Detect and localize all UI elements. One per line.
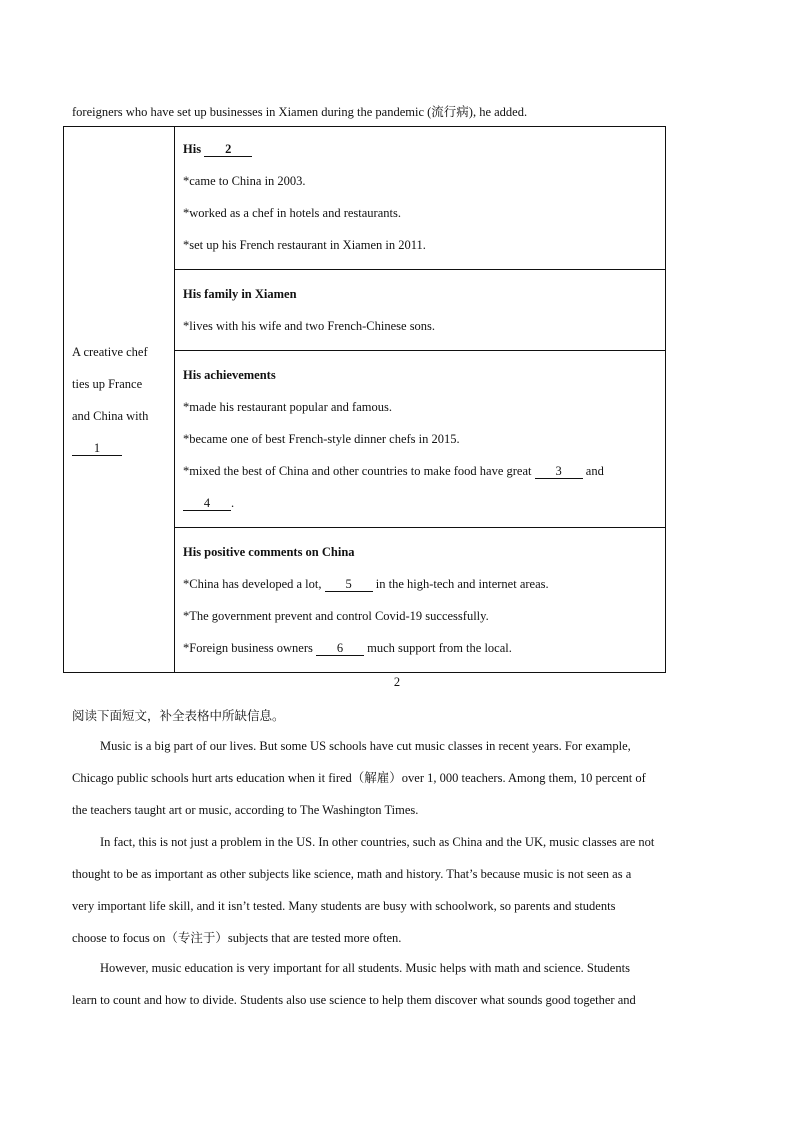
- section-family: [175, 270, 666, 351]
- left-summary-cell: [64, 127, 175, 673]
- paragraph-line: very important life skill, and it isn’t tested. Many students are busy with schoolwork, so parents and students: [72, 899, 616, 913]
- left-line: ties up France: [72, 376, 143, 391]
- blank-1[interactable]: 1: [72, 441, 122, 456]
- list-item: *lives with his wife and two French-Chinese sons.: [183, 319, 436, 333]
- list-item: 4 .: [183, 487, 657, 519]
- paragraph-line: However, music education is very important for all students. Music helps with math and science. Students: [100, 961, 630, 975]
- list-item: *The government prevent and control Covid-19 successfully.: [183, 609, 489, 623]
- continuation-line: foreigners who have set up businesses in Xiamen during the pandemic (流行病), he added.: [72, 105, 528, 119]
- list-item: *set up his French restaurant in Xiamen in 2011.: [183, 238, 426, 252]
- section-achievements: [175, 351, 666, 528]
- blank-5[interactable]: 5: [325, 577, 373, 592]
- section-heading: His family in Xiamen: [183, 287, 297, 301]
- section-number: 2: [393, 675, 401, 689]
- section-comments: [175, 528, 666, 673]
- list-item: *came to China in 2003.: [183, 174, 306, 188]
- paragraph-3: [72, 952, 722, 1016]
- paragraph-line: thought to be as important as other subjects like science, math and history. That’s because music is not seen as a: [72, 867, 632, 881]
- blank-3[interactable]: 3: [535, 464, 583, 479]
- list-item: *worked as a chef in hotels and restaurants.: [183, 206, 401, 220]
- paragraph-line: the teachers taught art or music, according to The Washington Times.: [72, 803, 419, 817]
- instruction: 阅读下面短文，补全表格中所缺信息。: [72, 709, 285, 723]
- paragraph-line: In fact, this is not just a problem in the US. In other countries, such as China and the UK, music classes are not: [100, 835, 655, 849]
- blank-6[interactable]: 6: [316, 641, 364, 656]
- list-item: *mixed the best of China and other countries to make food have great 3 and: [183, 464, 604, 478]
- paragraph-line: choose to focus on（专注于）subjects that are tested more often.: [72, 931, 402, 945]
- blank-2[interactable]: 2: [204, 142, 252, 157]
- section-heading: His 2: [183, 133, 657, 165]
- paragraph-line: learn to count and how to divide. Students also use science to help them discover what sounds good together and: [72, 993, 636, 1007]
- blank-4[interactable]: 4: [183, 496, 231, 511]
- left-line: A creative chef: [72, 344, 148, 359]
- info-table: [63, 126, 666, 673]
- paragraph-2: [72, 826, 722, 954]
- section-heading: His achievements: [183, 368, 276, 382]
- paragraph-line: Music is a big part of our lives. But some US schools have cut music classes in recent years. For example,: [100, 739, 631, 753]
- list-item: *became one of best French-style dinner chefs in 2015.: [183, 432, 460, 446]
- left-summary-text: [64, 336, 174, 464]
- section-heading: His positive comments on China: [183, 545, 355, 559]
- section-background: [175, 127, 666, 270]
- list-item: *made his restaurant popular and famous.: [183, 400, 392, 414]
- list-item: *Foreign business owners 6 much support from the local.: [183, 641, 512, 655]
- paragraph-1: [72, 730, 722, 826]
- left-line: and China with: [72, 408, 149, 423]
- paragraph-line: Chicago public schools hurt arts education when it fired（解雇）over 1, 000 teachers. Among them, 10 percent of: [72, 771, 646, 785]
- list-item: *China has developed a lot, 5 in the high-tech and internet areas.: [183, 577, 549, 591]
